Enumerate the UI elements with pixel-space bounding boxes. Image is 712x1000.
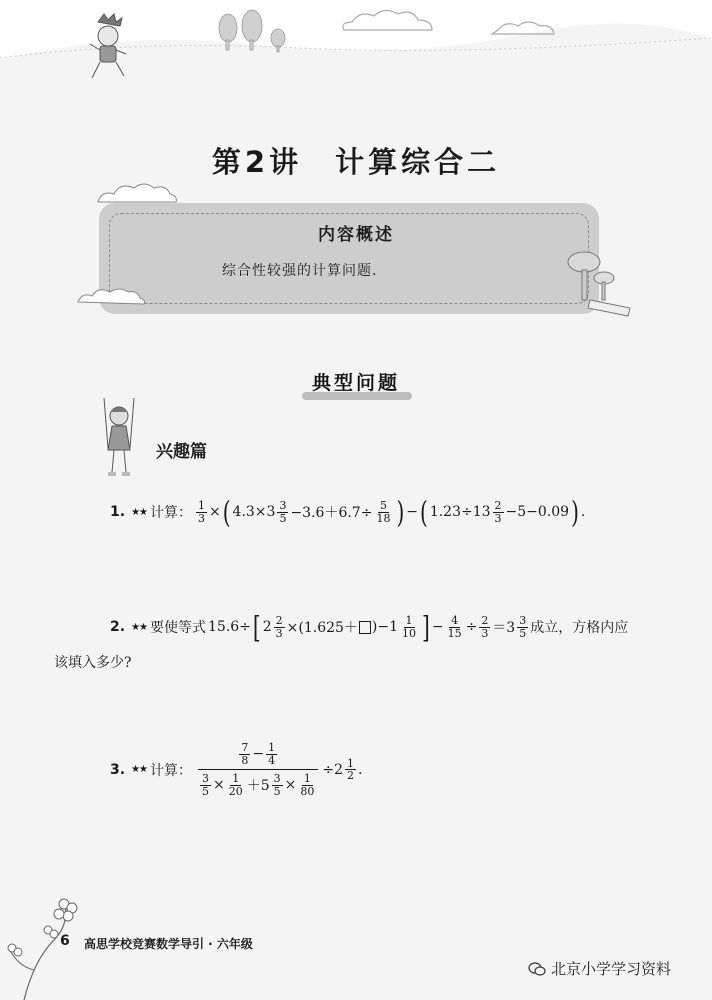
- fraction: $\frac{3}{5}$: [279, 499, 287, 525]
- problem-label: 要使等式: [150, 620, 206, 637]
- operator: ×: [284, 777, 297, 794]
- fraction: $\frac{2}{3}$: [494, 499, 502, 525]
- blank-square-icon: [359, 621, 371, 634]
- fraction: $\frac{7}{8}$: [241, 741, 249, 767]
- operator: ×: [213, 777, 225, 794]
- fraction: $\frac{3}{5}$: [519, 614, 527, 640]
- expr-text: −5−0.09: [505, 504, 570, 521]
- operator: ÷: [465, 619, 478, 636]
- fraction: $\frac{4}{15}$: [447, 614, 462, 640]
- complex-numerator: [233, 742, 283, 769]
- watermark: [528, 958, 671, 979]
- expr-text: ＝3: [492, 620, 516, 637]
- operator: −: [406, 504, 418, 521]
- fraction: $\frac{2}{3}$: [275, 614, 283, 640]
- flower-vine-icon: [4, 890, 84, 1000]
- bracket-open: [: [252, 609, 261, 646]
- lecture-title: 第2讲 计算综合二: [211, 145, 501, 179]
- paren-close: ): [396, 494, 405, 531]
- expr-text: )−1: [371, 619, 399, 636]
- fraction: $\frac{1}{4}$: [268, 741, 276, 767]
- operator: ＋5: [246, 778, 270, 795]
- summary-text: 综合性较强的计算问题.: [222, 263, 378, 279]
- section-label: 兴趣篇: [156, 442, 207, 462]
- expr-text: ×(1.625＋: [286, 620, 358, 637]
- fraction: $\frac{1}{80}$: [300, 772, 315, 798]
- girl-on-swing-icon: [98, 398, 140, 480]
- fraction: $\frac{3}{5}$: [202, 772, 209, 798]
- problem-2-continuation: 该填入多少?: [54, 655, 132, 671]
- fraction: $\frac{1}{2}$: [347, 756, 355, 783]
- expr-text: 1.23÷13: [429, 504, 491, 521]
- paren-open: (: [420, 494, 428, 531]
- expr-text: 2: [262, 619, 272, 636]
- difficulty-stars: ★★: [131, 506, 147, 518]
- watermark-text: 北京小学学习资料: [551, 960, 672, 978]
- problem-number: 2.: [110, 619, 126, 636]
- problem-label: 计算：: [150, 505, 192, 522]
- fraction: $\frac{3}{5}$: [273, 772, 281, 798]
- end-punct: .: [358, 761, 363, 778]
- fraction: $\frac{1}{3}$: [198, 499, 205, 525]
- operator: ×: [209, 504, 221, 521]
- paren-open: (: [222, 494, 231, 531]
- expr-text: 4.3×3: [232, 504, 276, 521]
- problem-number: 3.: [110, 761, 126, 778]
- fraction: $\frac{5}{18}$: [376, 499, 391, 525]
- expr-text: 15.6÷: [208, 619, 251, 636]
- operator: −: [252, 746, 265, 763]
- end-punct: .: [580, 504, 586, 521]
- operator: −: [431, 619, 444, 636]
- fraction: $\frac{1}{10}$: [402, 614, 417, 640]
- expr-text: 成立，方格内应: [530, 620, 629, 637]
- paren-close: ): [571, 494, 579, 531]
- fraction: $\frac{1}{20}$: [228, 772, 243, 798]
- fraction: $\frac{2}{3}$: [481, 614, 489, 640]
- cloud-icon: [72, 280, 152, 306]
- complex-denominator: [198, 770, 318, 797]
- problem-number: 1.: [110, 504, 126, 521]
- bracket-close: ]: [422, 609, 430, 646]
- complex-fraction: [198, 742, 318, 797]
- typical-problems-heading: 典型问题: [311, 372, 400, 394]
- summary-heading: 内容概述: [318, 225, 394, 245]
- expr-text: ÷2: [322, 761, 344, 778]
- mushroom-signpost-icon: [560, 248, 640, 320]
- header-decoration: [0, 0, 712, 100]
- problem-1: [110, 494, 586, 531]
- page-number: 6: [60, 933, 70, 949]
- difficulty-stars: ★★: [131, 764, 147, 776]
- difficulty-stars: ★★: [131, 621, 147, 633]
- problem-3: [110, 742, 362, 797]
- problem-label: 计算：: [150, 762, 192, 779]
- wechat-icon: [528, 962, 546, 976]
- expr-text: −3.6＋6.7÷: [290, 505, 373, 522]
- book-title: 高思学校竞赛数学导引 · 六年级: [84, 937, 253, 951]
- problem-2: [110, 609, 629, 646]
